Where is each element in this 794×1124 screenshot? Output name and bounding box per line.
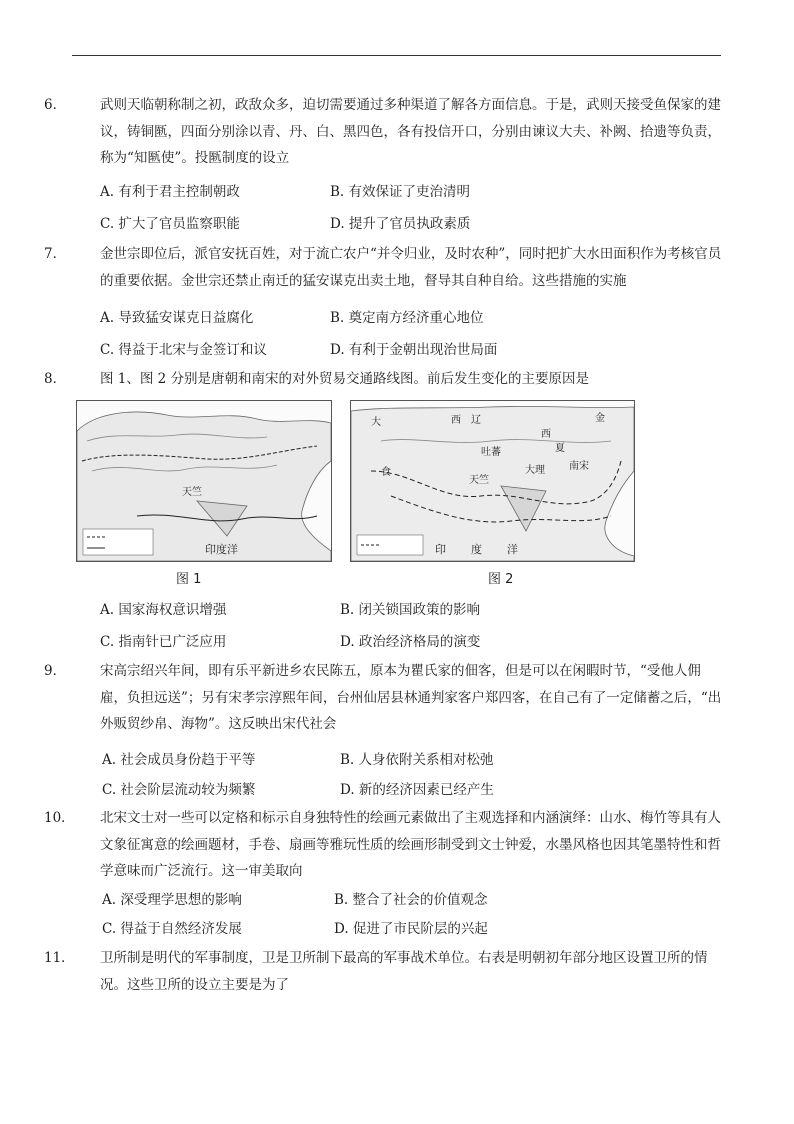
- map-label: 印度洋: [205, 543, 238, 556]
- map-label: 夏: [555, 443, 565, 454]
- option-c[interactable]: C. 扩大了官员监察职能: [100, 216, 240, 232]
- figure-1-map: [76, 400, 332, 562]
- question-stem: 金世宗即位后，派官安抚百姓，对于流亡农户“并令归业，及时农种”，同时把扩大水田面积作为考核官员的重要依据。金世宗还禁止南迁的猛安谋克出卖土地，督导其自种自给。这些措施的实施: [100, 246, 722, 289]
- option-c[interactable]: C. 指南针已广泛应用: [100, 634, 227, 650]
- map-label: 大理: [525, 465, 545, 476]
- question-number: 8．: [44, 371, 67, 387]
- map-label: 印: [435, 543, 446, 556]
- figure-2-map: [350, 400, 635, 562]
- question-11: [44, 945, 724, 998]
- map-label: 天竺: [469, 475, 489, 486]
- map-label: 西: [541, 429, 551, 440]
- question-number: 9．: [44, 663, 67, 679]
- map-label: 辽: [471, 415, 481, 426]
- option-c[interactable]: C. 得益于北宋与金签订和议: [100, 342, 267, 358]
- option-a[interactable]: A. 有利于君主控制朝政: [100, 184, 240, 200]
- figure-1-caption: 图 1: [176, 572, 202, 587]
- option-b[interactable]: B. 闭关锁国政策的影响: [340, 602, 481, 618]
- question-10: [44, 805, 724, 885]
- question-number: 11．: [44, 950, 75, 966]
- option-b[interactable]: B. 奠定南方经济重心地位: [330, 310, 484, 326]
- map-label: 洋: [507, 543, 518, 556]
- question-stem: 武则天临朝称制之初，政敌众多，迫切需要通过多种渠道了解各方面信息。于是，武则天接受鱼保家的建议，铸铜匦，四面分别涂以青、丹、白、黑四色，各有投信开口，分别由谏议大夫、补阙、拾遗等负责，称为“知匦使”。投匦制度的设立: [100, 97, 721, 166]
- map-label: 金: [595, 413, 605, 424]
- option-b[interactable]: B. 整合了社会的价值观念: [334, 892, 488, 908]
- option-a[interactable]: A. 国家海权意识增强: [100, 602, 227, 618]
- figure-2-caption: 图 2: [488, 572, 514, 587]
- question-number: 10．: [44, 810, 75, 826]
- question-stem: 宋高宗绍兴年间，即有乐平新进乡农民陈五，原本为瞿氏家的佃客，但是可以在闲暇时节，“受他人佣雇，负担远送”；另有宋孝宗淳熙年间，台州仙居县林通判家客户郑四客，在自己有了一定储蓄之后，“出外贩贸纱帛、海物”。这反映出宋代社会: [100, 663, 722, 732]
- question-stem: 卫所制是明代的军事制度，卫是卫所制下最高的军事战术单位。右表是明朝初年部分地区设置卫所的情况。这些卫所的设立主要是为了: [100, 950, 708, 993]
- option-d[interactable]: D. 新的经济因素已经产生: [340, 782, 494, 798]
- map-label: 西: [451, 415, 461, 426]
- map-label: 度: [471, 543, 482, 556]
- question-8: [44, 366, 724, 393]
- header-rule: [72, 55, 721, 56]
- question-number: 7．: [44, 246, 67, 262]
- option-c[interactable]: C. 社会阶层流动较为频繁: [102, 782, 256, 798]
- option-d[interactable]: D. 促进了市民阶层的兴起: [334, 921, 488, 937]
- option-c[interactable]: C. 得益于自然经济发展: [102, 921, 242, 937]
- figure-maps: [76, 400, 636, 592]
- map-label: 食: [381, 467, 391, 478]
- question-6: [44, 92, 724, 172]
- question-7: [44, 241, 724, 294]
- question-9: [44, 658, 724, 738]
- option-a[interactable]: A. 导致猛安谋克日益腐化: [100, 310, 254, 326]
- question-stem: 图 1、图 2 分别是唐朝和南宋的对外贸易交通路线图。前后发生变化的主要原因是: [100, 371, 590, 387]
- option-d[interactable]: D. 政治经济格局的演变: [340, 634, 481, 650]
- option-d[interactable]: D. 提升了官员执政素质: [330, 216, 471, 232]
- map-label: 南宋: [569, 461, 589, 472]
- map-label: 天竺: [182, 487, 202, 498]
- option-a[interactable]: A. 社会成员身份趋于平等: [102, 752, 256, 768]
- map-label: 吐蕃: [481, 447, 501, 458]
- option-d[interactable]: D. 有利于金朝出现治世局面: [330, 342, 498, 358]
- question-stem: 北宋文士对一些可以定格和标示自身独特性的绘画元素做出了主观选择和内涵演绎：山水、梅竹等具有人文象征寓意的绘画题材，手卷、扇画等雅玩性质的绘画形制受到文士钟爱，水墨风格也因其笔墨特性和哲学意味而广泛流行。这一审美取向: [100, 810, 721, 879]
- option-b[interactable]: B. 人身依附关系相对松弛: [340, 752, 494, 768]
- option-b[interactable]: B. 有效保证了吏治清明: [330, 184, 471, 200]
- option-a[interactable]: A. 深受理学思想的影响: [102, 892, 242, 908]
- question-number: 6．: [44, 97, 67, 113]
- map-label: 大: [371, 417, 381, 428]
